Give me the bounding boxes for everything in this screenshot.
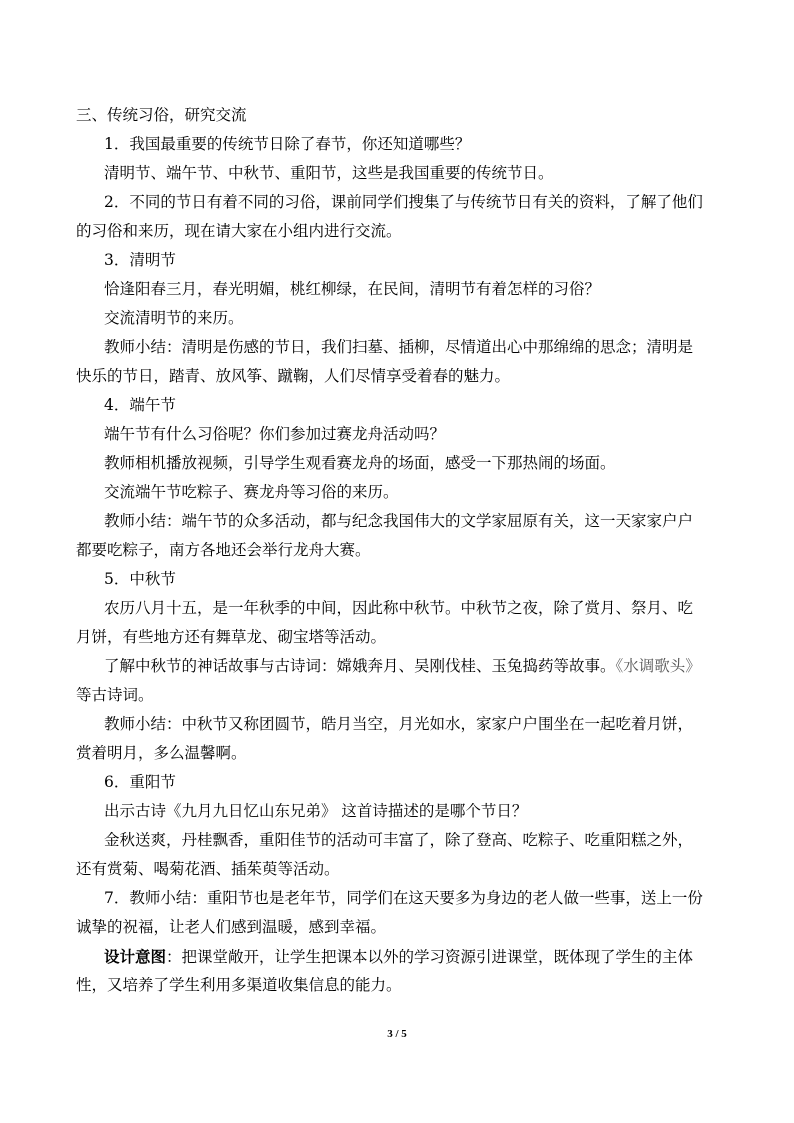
page-number: 3 / 5 xyxy=(387,1028,407,1040)
duanwu-line-2: 教师相机播放视频，引导学生观看赛龙舟的场面，感受一下那热闹的场面。 xyxy=(104,454,616,472)
design-intent-line-1 xyxy=(76,942,724,971)
question-1-answer: 清明节、端午节、中秋节、重阳节，这些是我国重要的传统节日。 xyxy=(104,164,554,182)
design-intent-line-2: 性，又培养了学生利用多渠道收集信息的能力。 xyxy=(76,976,402,994)
zhongqiu-line-1a: 农历八月十五，是一年秋季的中间，因此称中秋节。中秋节之夜，除了赏月、祭月、吃 xyxy=(104,599,694,617)
zhongqiu-line-2b: 等古诗词。 xyxy=(76,686,154,704)
zhongqiu-stories-text: 了解中秋节的神话故事与古诗词：嫦娥奔月、吴刚伐桂、玉兔捣药等故事。 xyxy=(104,657,616,675)
duanwu-line-3: 交流端午节吃粽子、赛龙舟等习俗的来历。 xyxy=(104,483,399,501)
summary-7-line-2: 诚挚的祝福，让老人们感到温暖，感到幸福。 xyxy=(76,918,387,936)
design-intent-text: ：把课堂敞开，让学生把课本以外的学习资源引进课堂，既体现了学生的主体 xyxy=(166,948,694,966)
zhongqiu-heading: 5．中秋节 xyxy=(104,570,176,588)
duanwu-summary-line-2: 都要吃粽子，南方各地还会举行龙舟大赛。 xyxy=(76,541,371,559)
question-1: 1．我国最重要的传统节日除了春节，你还知道哪些？ xyxy=(104,135,471,153)
chongyang-line-2b: 还有赏菊、喝菊花酒、插茱萸等活动。 xyxy=(76,860,340,878)
section-title: 三、传统习俗，研究交流 xyxy=(76,106,247,124)
zhongqiu-line-2a xyxy=(76,652,724,681)
poem-title: 《水调歌头》 xyxy=(615,657,701,675)
duanwu-summary-line-1: 教师小结：端午节的众多活动，都与纪念我国伟大的文学家屈原有关，这一天家家户户 xyxy=(104,512,694,530)
zhongqiu-summary-line-2: 赏着明月，多么温馨啊。 xyxy=(76,744,247,762)
design-intent-label: 设计意图 xyxy=(104,947,167,966)
qingming-line-2: 交流清明节的来历。 xyxy=(104,309,244,327)
chongyang-line-1: 出示古诗《九月九日忆山东兄弟》 这首诗描述的是哪个节日？ xyxy=(104,802,528,820)
chongyang-line-2a: 金秋送爽，丹桂飘香，重阳佳节的活动可丰富了，除了登高、吃粽子、吃重阳糕之外， xyxy=(104,831,694,849)
summary-7-line-1: 7．教师小结：重阳节也是老年节，同学们在这天要多为身边的老人做一些事，送上一份 xyxy=(104,889,703,907)
qingming-heading: 3．清明节 xyxy=(104,251,176,269)
qingming-line-1: 恰逢阳春三月，春光明媚，桃红柳绿，在民间，清明节有着怎样的习俗？ xyxy=(104,280,601,298)
question-2-line-2: 的习俗和来历，现在请大家在小组内进行交流。 xyxy=(76,222,402,240)
duanwu-line-1: 端午节有什么习俗呢？你们参加过赛龙舟活动吗？ xyxy=(104,425,446,443)
qingming-summary-line-1: 教师小结：清明是伤感的节日，我们扫墓、插柳，尽情道出心中那绵绵的思念；清明是 xyxy=(104,338,694,356)
zhongqiu-summary-line-1: 教师小结：中秋节又称团圆节，皓月当空，月光如水，家家户户围坐在一起吃着月饼， xyxy=(104,715,694,733)
question-2-line-1: 2．不同的节日有着不同的习俗，课前同学们搜集了与传统节日有关的资料，了解了他们 xyxy=(104,193,703,211)
duanwu-heading: 4．端午节 xyxy=(104,396,176,414)
qingming-summary-line-2: 快乐的节日，踏青、放风筝、蹴鞠，人们尽情享受着春的魅力。 xyxy=(76,367,511,385)
document-body xyxy=(76,101,724,1000)
zhongqiu-line-1b: 月饼，有些地方还有舞草龙、砌宝塔等活动。 xyxy=(76,628,387,646)
chongyang-heading: 6．重阳节 xyxy=(104,773,176,791)
